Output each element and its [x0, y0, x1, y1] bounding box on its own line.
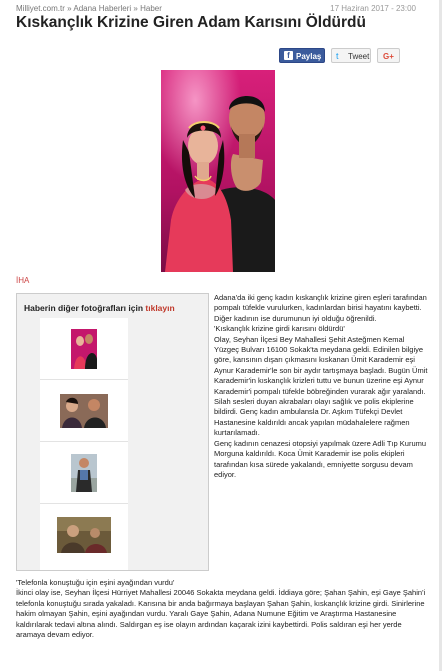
thumbnail-family-image — [60, 394, 108, 428]
thumbnail-man-image — [71, 454, 97, 492]
gallery-thumbnails — [40, 318, 128, 570]
share-bar — [0, 48, 442, 63]
breadcrumb-page[interactable]: Haber — [140, 4, 162, 13]
breadcrumb-site[interactable]: Milliyet.com.tr — [16, 4, 65, 13]
gallery-thumbnail[interactable] — [40, 442, 128, 504]
twitter-icon: t — [336, 51, 339, 61]
gallery-link[interactable]: tıklayın — [145, 303, 175, 313]
article-photo — [161, 70, 275, 272]
breadcrumb — [16, 4, 162, 13]
article-subheading: 'Kıskançlık krizine girdi karısını öldürdü' — [214, 324, 345, 334]
article-subheading: 'Telefonla konuştuğu için eşini ayağından vurdu' — [16, 578, 175, 587]
article-paragraph: Genç kadının cenazesi otopsiyi yapılmak üzere Adli Tıp Kurumu Morguna kaldırıldı. Koca Ümit Karademir ise polis ekipleri tarafından kısa sürede yakalandı, emniyette sorgusu devam ediyor. — [214, 438, 427, 479]
article-body-wide — [16, 578, 428, 640]
publish-date: 17 Haziran 2017 - 23:00 — [330, 4, 416, 13]
couple-photo-illustration — [161, 70, 275, 272]
photo-gallery-box — [16, 293, 209, 571]
google-plus-share-button[interactable] — [377, 48, 400, 63]
breadcrumb-separator: » — [67, 4, 72, 13]
facebook-icon: f — [284, 51, 293, 60]
facebook-share-button[interactable] — [279, 48, 325, 63]
breadcrumb-section[interactable]: Adana Haberleri — [73, 4, 132, 13]
article-paragraph: Adana'da iki genç kadın kıskançlık krizine giren eşleri tarafından pompalı tüfekle vurulurken, kadınlardan birisi hayatını kaybetti. Diğer kadının ise durumunun iyi olduğu öğrenildi. — [214, 293, 427, 323]
article-paragraph: Olay, Seyhan İlçesi Bey Mahallesi Şehit Asteğmen Kemal Yüzgeç Bulvarı 16100 Sokak'ta meydana geldi. Edinilen bilgiye göre, karısının dışarı çıkmasını kıskanan Ümit Karademir eşi Aynur Karademir'le son bir aydır tartışmaya başladı. Bugün Ümit Karademir'in kıskançlık krizleri tuttu ve bunun üzerine eşi Aynur Karademir'i pompalı tüfekle böbreğinden vurarak ağır yaralandı. Silah sesleri duyan akrabaları olayı sağlık ve polis ekiplerine bildirdi. Genç kadın ambulansla Dr. Aşkım Tüfekçi Devlet Hastanesine kaldırıldı ancak yapılan müdahalelere rağmen kurtarılamadı. — [214, 334, 428, 438]
gallery-title-text: Haberin diğer fotoğrafları için — [24, 303, 144, 313]
gallery-title — [24, 303, 175, 313]
thumbnail-couple-image — [71, 329, 97, 369]
article-title: Kıskançlık Krizine Giren Adam Karısını Öldürdü — [16, 14, 366, 31]
article-body-column — [214, 293, 428, 480]
gallery-thumbnail[interactable] — [40, 318, 128, 380]
article-paragraph: İkinci olay ise, Seyhan İlçesi Hürriyet Mahallesi 20046 Sokakta meydana geldi. İddiaya göre; Şahan Şahin, eşi Gaye Şahin'i telefonla konuştuğu sırada yakaladı. Karısına bir anda bağırmaya başlayan Şahan Şahin, kıskançlık krizine girdi. Sinirlerine hakim olmayan Şahin, eşini ayağından vurdu. Yaralı Gaye Şahin, Adana Numune Eğitim ve Araştırma Hastanesine kaldırılarak tedavi altına alındı. Saldırgan eş ise olayın ardından kaçarak izini kaybettirdi. Polis saldıran eşi her yerde aramaya devam ediyor. — [16, 588, 426, 640]
thumbnail-scene-image — [57, 517, 111, 553]
google-plus-icon: G+ — [383, 52, 394, 61]
gallery-thumbnail[interactable] — [40, 380, 128, 442]
twitter-share-button[interactable] — [331, 48, 371, 63]
breadcrumb-separator: » — [133, 4, 138, 13]
news-source[interactable]: İHA — [16, 276, 30, 285]
gallery-thumbnail[interactable] — [40, 504, 128, 566]
facebook-share-label: Paylaş — [296, 52, 322, 61]
twitter-share-label: Tweet — [348, 52, 370, 61]
